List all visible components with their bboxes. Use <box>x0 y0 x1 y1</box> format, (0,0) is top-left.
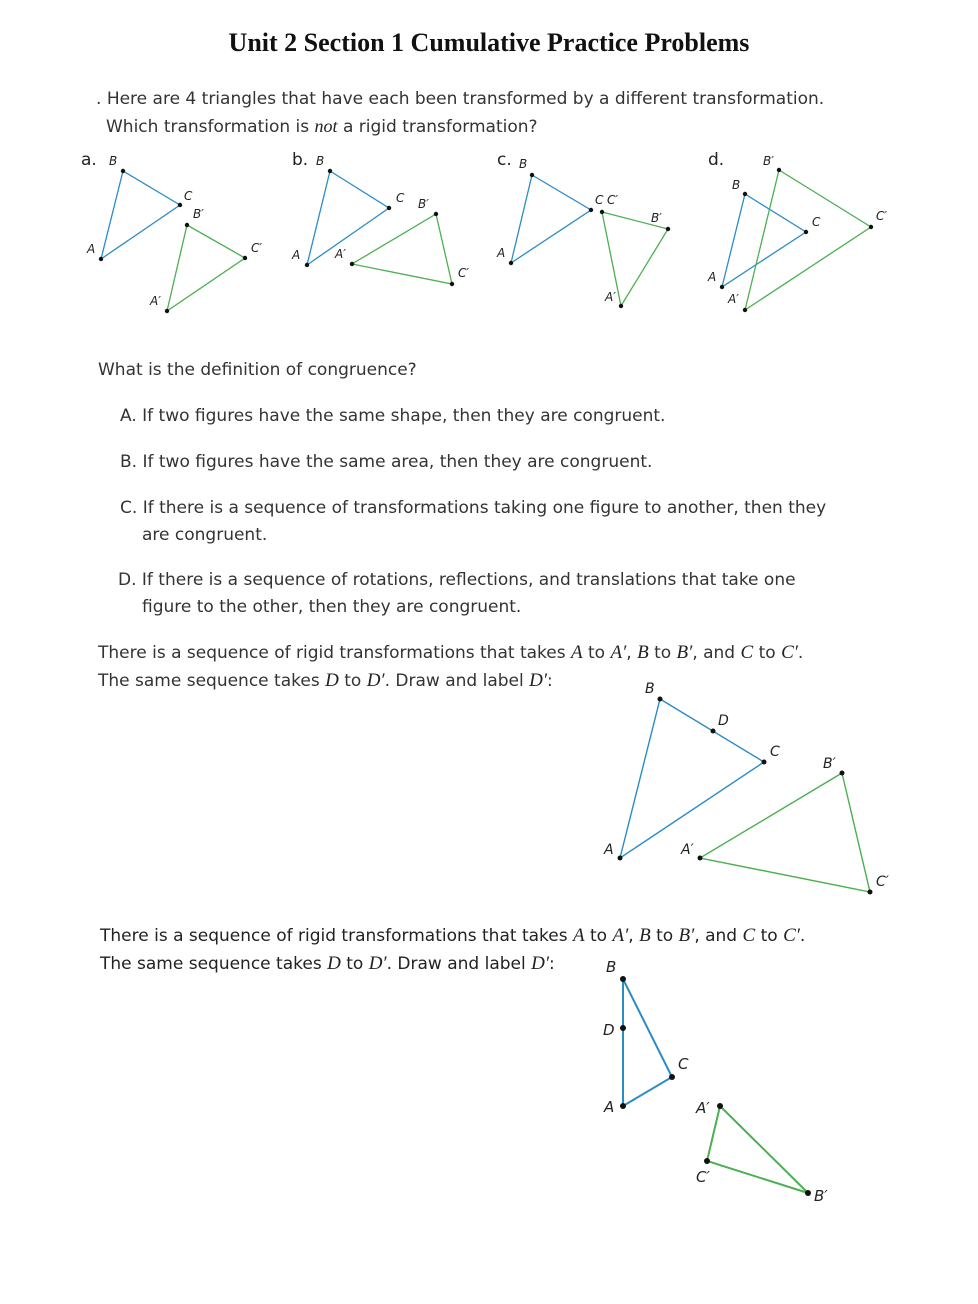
label-cp-c: C′ <box>607 193 619 207</box>
label-ap-b: A′ <box>335 247 346 261</box>
triangle-abc-b <box>307 171 389 265</box>
label-cp-q4: C′ <box>696 1168 710 1186</box>
label-cp-b: C′ <box>458 266 470 280</box>
triangle-image-a <box>167 225 245 311</box>
label-cp-q3: C′ <box>876 874 889 890</box>
q1-not: not <box>314 116 338 136</box>
q2-question: What is the definition of congruence? <box>98 360 417 380</box>
q3-diagram <box>580 670 910 910</box>
label-b-a: B <box>109 154 118 168</box>
label-cp-d: C′ <box>876 209 888 223</box>
label-b-q3: B <box>645 681 655 697</box>
label-ap-c: A′ <box>605 290 616 304</box>
option-a-label: a. <box>81 150 97 170</box>
label-b-c: B <box>519 157 528 171</box>
triangle-image-b <box>352 214 452 284</box>
label-b-b: B <box>316 154 325 168</box>
choice-c-text: If there is a sequence of transformations taking one figure to another, then they <box>142 498 827 518</box>
q4-diagram <box>590 950 850 1220</box>
label-c-q3: C <box>770 744 780 760</box>
choice-b-letter: B. <box>120 452 138 472</box>
choice-b[interactable] <box>120 449 652 476</box>
q1-diagrams <box>0 0 978 340</box>
label-bp-c: B′ <box>651 211 662 225</box>
choice-b-text: If two figures have the same area, then they are congruent. <box>142 452 653 472</box>
q1-prefix: . <box>96 89 102 109</box>
triangle-abc-c <box>511 175 591 263</box>
label-bp-d: B′ <box>763 154 774 168</box>
label-c-d: C <box>812 215 821 229</box>
choice-d-letter: D. <box>118 570 137 590</box>
choice-a[interactable] <box>120 403 665 430</box>
choice-d[interactable] <box>118 567 796 621</box>
diagram-c <box>496 157 670 308</box>
triangle-abc-d <box>722 194 806 287</box>
diagram-d <box>707 154 887 312</box>
label-bp-q3: B′ <box>823 756 836 772</box>
label-a-b: A <box>292 248 301 262</box>
triangle-image-q3 <box>700 773 870 892</box>
q1-line2b: a rigid transformation? <box>337 117 538 137</box>
label-c-b: C <box>396 191 405 205</box>
choice-c-letter: C. <box>120 498 138 518</box>
choice-a-letter: A. <box>120 406 137 426</box>
choice-d-text2: figure to the other, then they are congruent. <box>142 597 522 617</box>
label-c-a: C <box>184 189 193 203</box>
label-ap-a: A′ <box>150 294 161 308</box>
option-b-label: b. <box>292 150 309 170</box>
label-c-c: C <box>595 193 604 207</box>
triangle-abc-q3 <box>620 699 764 858</box>
q1-line1: Here are 4 triangles that have each been transformed by a different transformation. <box>106 89 825 109</box>
option-c-label: c. <box>497 150 512 170</box>
label-a-d: A <box>708 270 717 284</box>
q4-text: There is a sequence of rigid transformations that takes A to A′, B to B′, and C to C′. The same sequence takes D to D′. Draw and label D′: <box>100 925 806 974</box>
choice-c-text2: are congruent. <box>142 525 268 545</box>
label-ap-q4: A′ <box>696 1099 710 1117</box>
triangle-image-d <box>745 170 871 310</box>
choice-c[interactable] <box>120 495 826 549</box>
choice-a-text: If two figures have the same shape, then they are congruent. <box>142 406 666 426</box>
label-c-q4: C <box>678 1055 689 1073</box>
page-title: Unit 2 Section 1 Cumulative Practice Problems <box>228 28 750 57</box>
label-a-q3: A <box>604 842 614 858</box>
q3-text: There is a sequence of rigid transformations that takes A to A′, B to B′, and C to C′. The same sequence takes D to D′. Draw and label D′: <box>98 642 804 691</box>
triangle-abc-q4 <box>623 979 672 1106</box>
label-bp-b: B′ <box>418 197 429 211</box>
choice-d-text: If there is a sequence of rotations, reflections, and translations that take one <box>141 570 796 590</box>
triangle-abc-a <box>101 171 180 259</box>
label-b-d: B <box>732 178 741 192</box>
option-d-label: d. <box>708 150 725 170</box>
label-ap-d: A′ <box>728 292 739 306</box>
label-bp-q4: B′ <box>814 1187 828 1205</box>
label-b-q4: B <box>606 958 617 976</box>
label-d-q4: D <box>603 1021 615 1039</box>
label-d-q3: D <box>718 713 729 729</box>
label-a-c: A <box>497 246 506 260</box>
label-bp-a: B′ <box>193 207 204 221</box>
q1-line2a: Which transformation is <box>106 117 315 137</box>
label-cp-a: C′ <box>251 241 263 255</box>
label-a-a: A <box>87 242 96 256</box>
diagram-a <box>86 154 262 313</box>
triangle-image-q4 <box>707 1106 808 1193</box>
label-a-q4: A <box>604 1098 615 1116</box>
diagram-b <box>291 154 469 286</box>
label-ap-q3: A′ <box>681 842 694 858</box>
